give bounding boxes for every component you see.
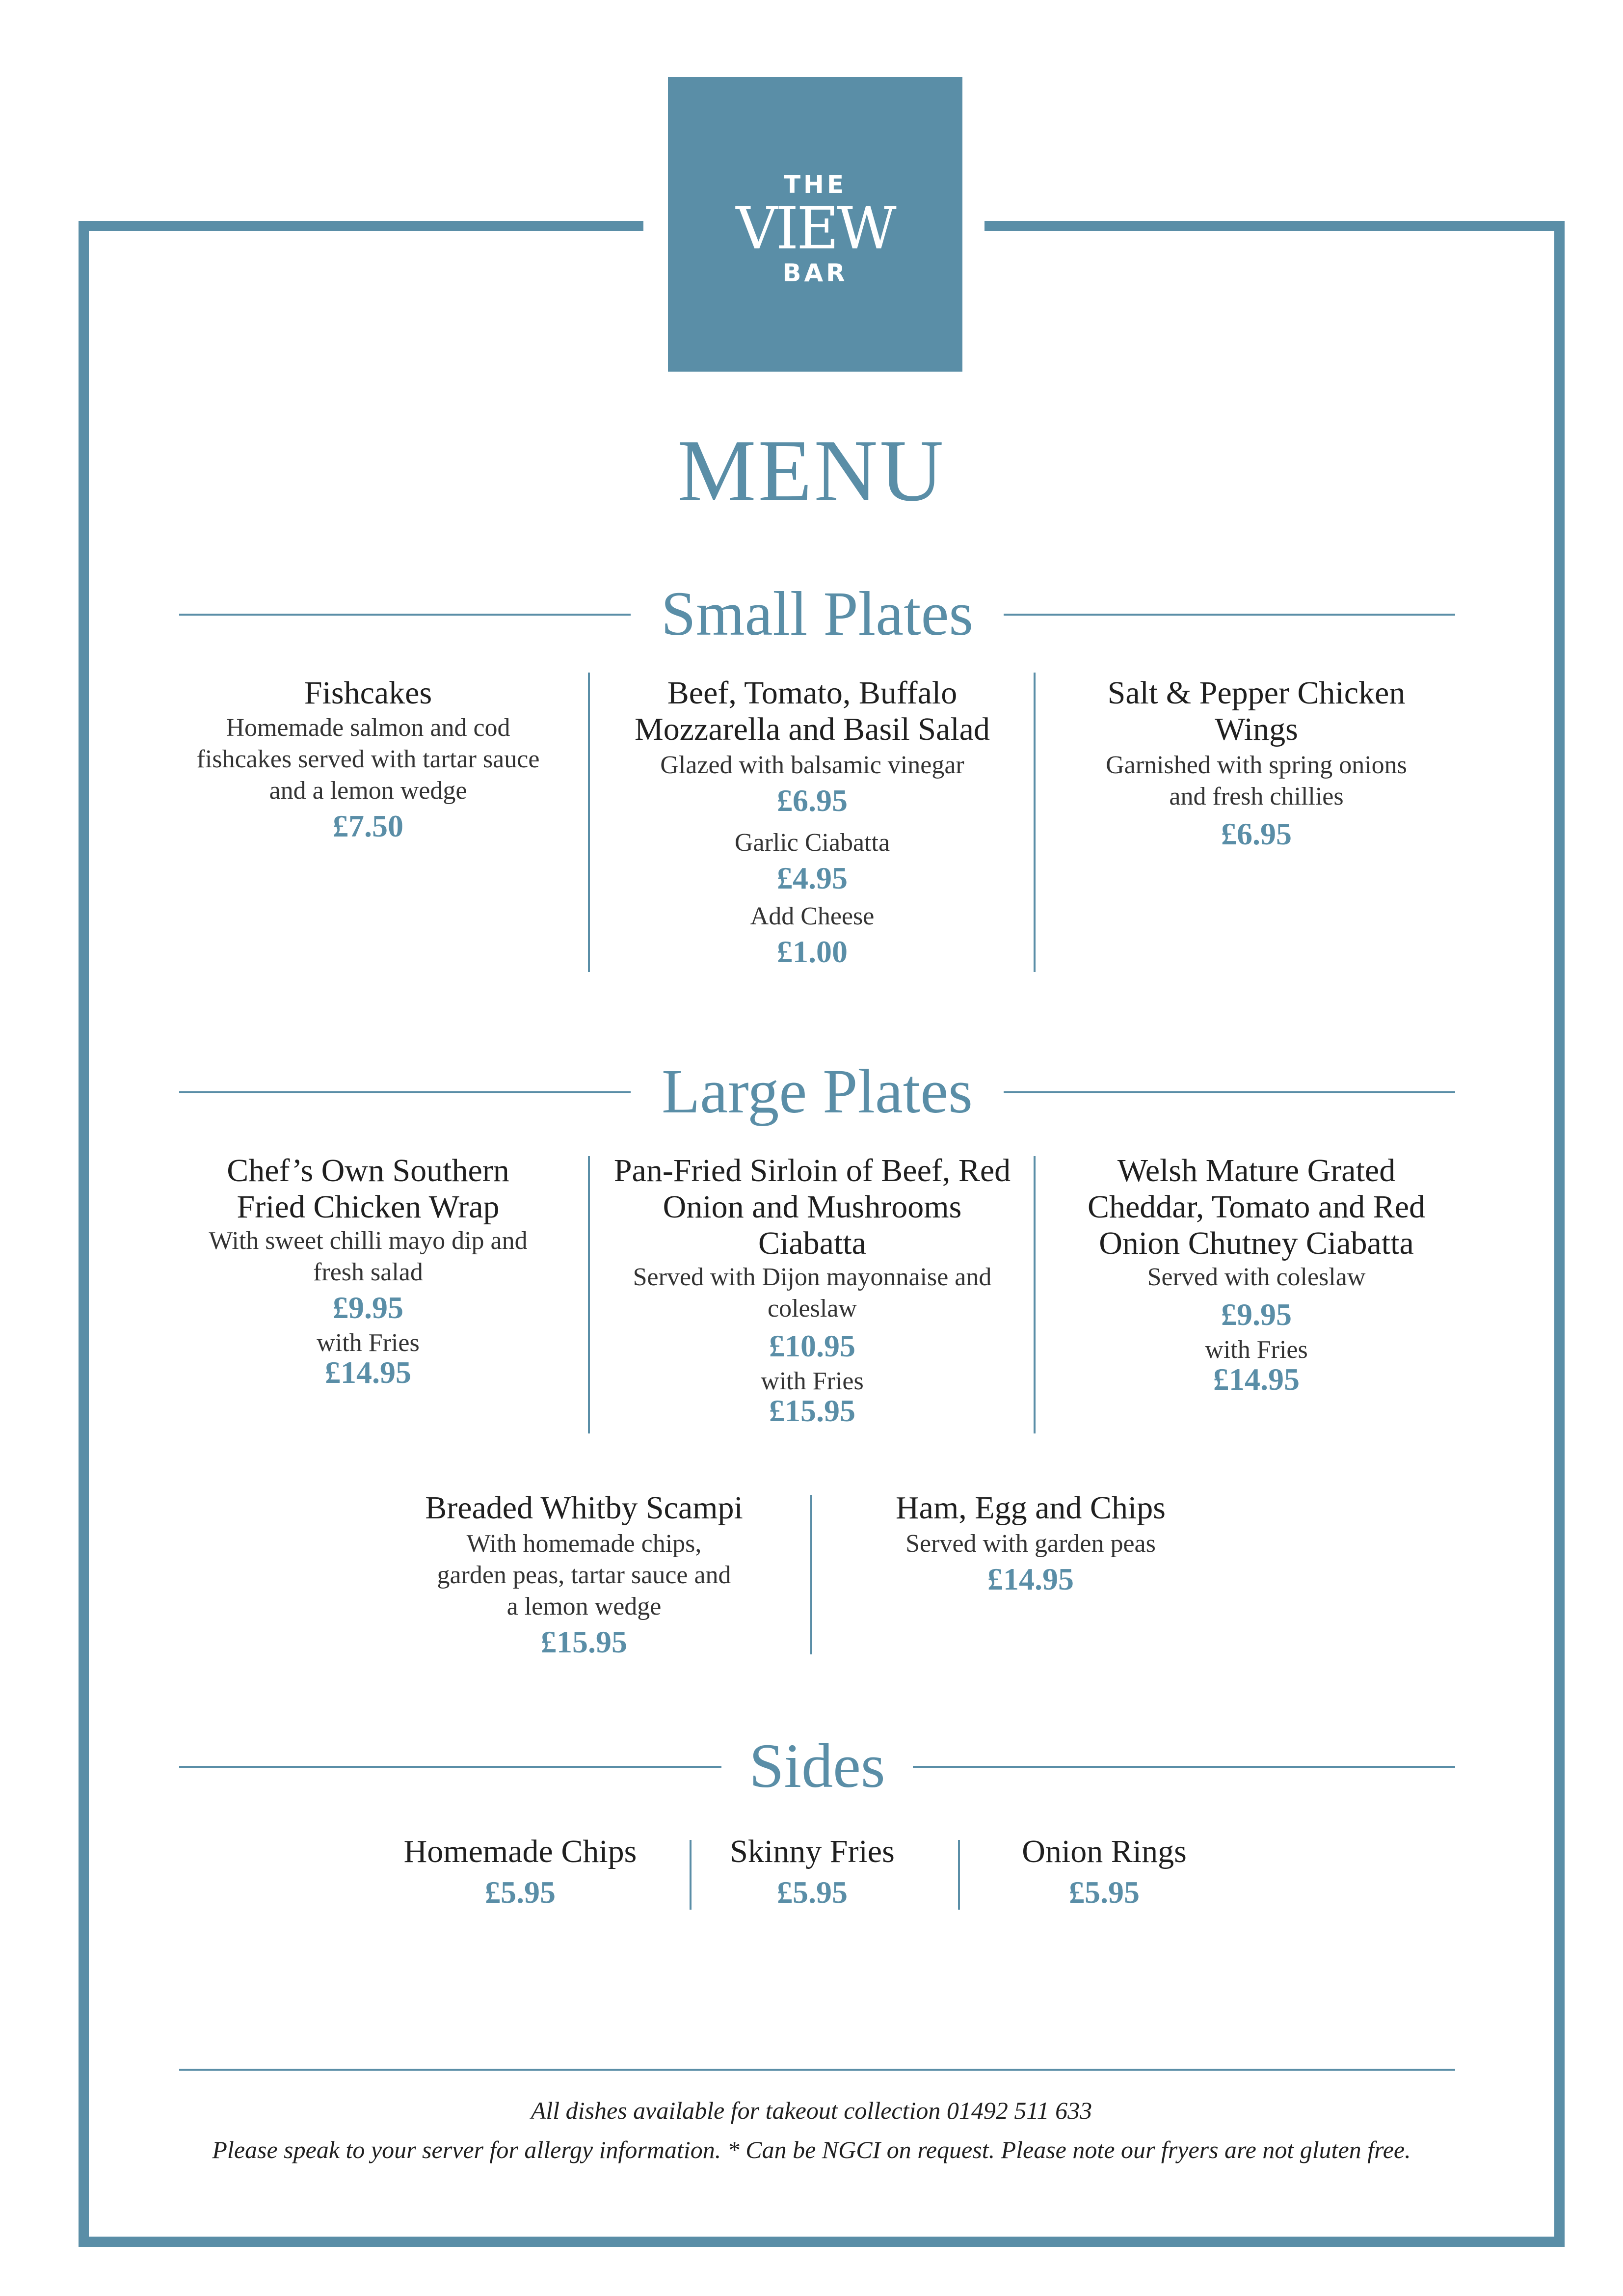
item-price: £15.95 bbox=[541, 1624, 627, 1659]
item-price: £9.95 bbox=[333, 1290, 403, 1325]
menu-item bbox=[864, 1490, 1197, 1599]
extra-price: £14.95 bbox=[325, 1355, 411, 1390]
item-price: £9.95 bbox=[1221, 1297, 1292, 1332]
section-title: Sides bbox=[749, 1731, 885, 1801]
item-name: Onion Rings bbox=[1022, 1834, 1187, 1869]
item-desc: Garnished with spring onions and fresh chillies bbox=[1106, 751, 1407, 810]
section-large-plates bbox=[179, 1054, 1455, 1128]
logo-the: THE bbox=[783, 170, 847, 199]
column-divider bbox=[1034, 1156, 1036, 1433]
menu-item bbox=[196, 675, 540, 846]
menu-item bbox=[1063, 1153, 1450, 1399]
menu-item bbox=[609, 1153, 1016, 1431]
item-price: £6.95 bbox=[777, 783, 848, 818]
item-name: Chef’s Own Southern Fried Chicken Wrap bbox=[227, 1153, 509, 1225]
column-divider bbox=[958, 1840, 960, 1910]
menu-item bbox=[196, 1153, 540, 1392]
item-name: Welsh Mature Grated Cheddar, Tomato and Red Onion Chutney Ciabatta bbox=[1087, 1153, 1426, 1261]
column-divider bbox=[1034, 673, 1036, 972]
item-desc: Glazed with balsamic vinegar bbox=[660, 751, 964, 779]
section-title: Large Plates bbox=[662, 1056, 973, 1126]
item-price: £14.95 bbox=[987, 1562, 1074, 1596]
menu-item bbox=[618, 675, 1006, 972]
item-price: £7.50 bbox=[333, 809, 403, 843]
item-name: Fishcakes bbox=[304, 675, 432, 711]
footer-takeout: All dishes available for takeout collection 01492 511 633 bbox=[531, 2097, 1092, 2124]
logo-view: VIEW bbox=[736, 194, 895, 262]
column-divider bbox=[588, 673, 590, 972]
item-desc: Homemade salmon and cod fishcakes served with tartar sauce and a lemon wedge bbox=[196, 714, 540, 805]
item-desc: Served with Dijon mayonnaise and coleslaw bbox=[633, 1263, 992, 1323]
side-item bbox=[704, 1834, 920, 1912]
column-divider bbox=[810, 1495, 812, 1654]
column-divider bbox=[588, 1156, 590, 1433]
section-title: Small Plates bbox=[661, 579, 974, 648]
item-name: Homemade Chips bbox=[403, 1834, 637, 1869]
side-item bbox=[982, 1834, 1227, 1912]
menu-item bbox=[1090, 675, 1423, 854]
footer-allergy: Please speak to your server for allergy information. * Can be NGCI on request. Please note our fryers are not gluten free. bbox=[212, 2136, 1411, 2163]
menu-item bbox=[402, 1490, 766, 1662]
item-desc: With homemade chips, garden peas, tartar sauce and a lemon wedge bbox=[437, 1530, 731, 1621]
item-price: £5.95 bbox=[485, 1875, 556, 1910]
item-price: £5.95 bbox=[1069, 1875, 1140, 1910]
extra-label: Garlic Ciabatta bbox=[734, 829, 890, 857]
extra-price: £1.00 bbox=[777, 934, 848, 969]
item-price: £6.95 bbox=[1221, 816, 1292, 851]
item-name: Beef, Tomato, Buffalo Mozzarella and Basil Salad bbox=[635, 675, 990, 747]
extra-label: with Fries bbox=[761, 1367, 864, 1395]
extra-price: £4.95 bbox=[777, 861, 848, 895]
item-desc: With sweet chilli mayo dip and fresh salad bbox=[209, 1227, 528, 1286]
item-price: £10.95 bbox=[769, 1328, 855, 1363]
item-name: Ham, Egg and Chips bbox=[896, 1490, 1166, 1526]
item-name: Pan-Fried Sirloin of Beef, Red Onion and Mushrooms Ciabatta bbox=[613, 1153, 1011, 1261]
extra-label: with Fries bbox=[317, 1329, 420, 1357]
menu-title: MENU bbox=[677, 422, 946, 519]
item-price: £5.95 bbox=[777, 1875, 848, 1910]
section-small-plates bbox=[179, 577, 1455, 650]
item-name: Breaded Whitby Scampi bbox=[425, 1490, 743, 1526]
logo-bar: BAR bbox=[782, 259, 848, 287]
extra-label: with Fries bbox=[1205, 1336, 1308, 1364]
extra-price: £15.95 bbox=[769, 1393, 855, 1428]
item-name: Skinny Fries bbox=[730, 1834, 895, 1869]
item-name: Salt & Pepper Chicken Wings bbox=[1107, 675, 1406, 747]
item-desc: Served with coleslaw bbox=[1147, 1263, 1366, 1291]
extra-price: £14.95 bbox=[1213, 1362, 1300, 1397]
extra-label: Add Cheese bbox=[750, 902, 875, 930]
item-desc: Served with garden peas bbox=[905, 1530, 1156, 1558]
column-divider bbox=[690, 1840, 692, 1910]
side-item bbox=[373, 1834, 667, 1912]
section-sides bbox=[179, 1729, 1455, 1803]
footer-rule bbox=[179, 2069, 1455, 2071]
logo bbox=[668, 77, 962, 372]
